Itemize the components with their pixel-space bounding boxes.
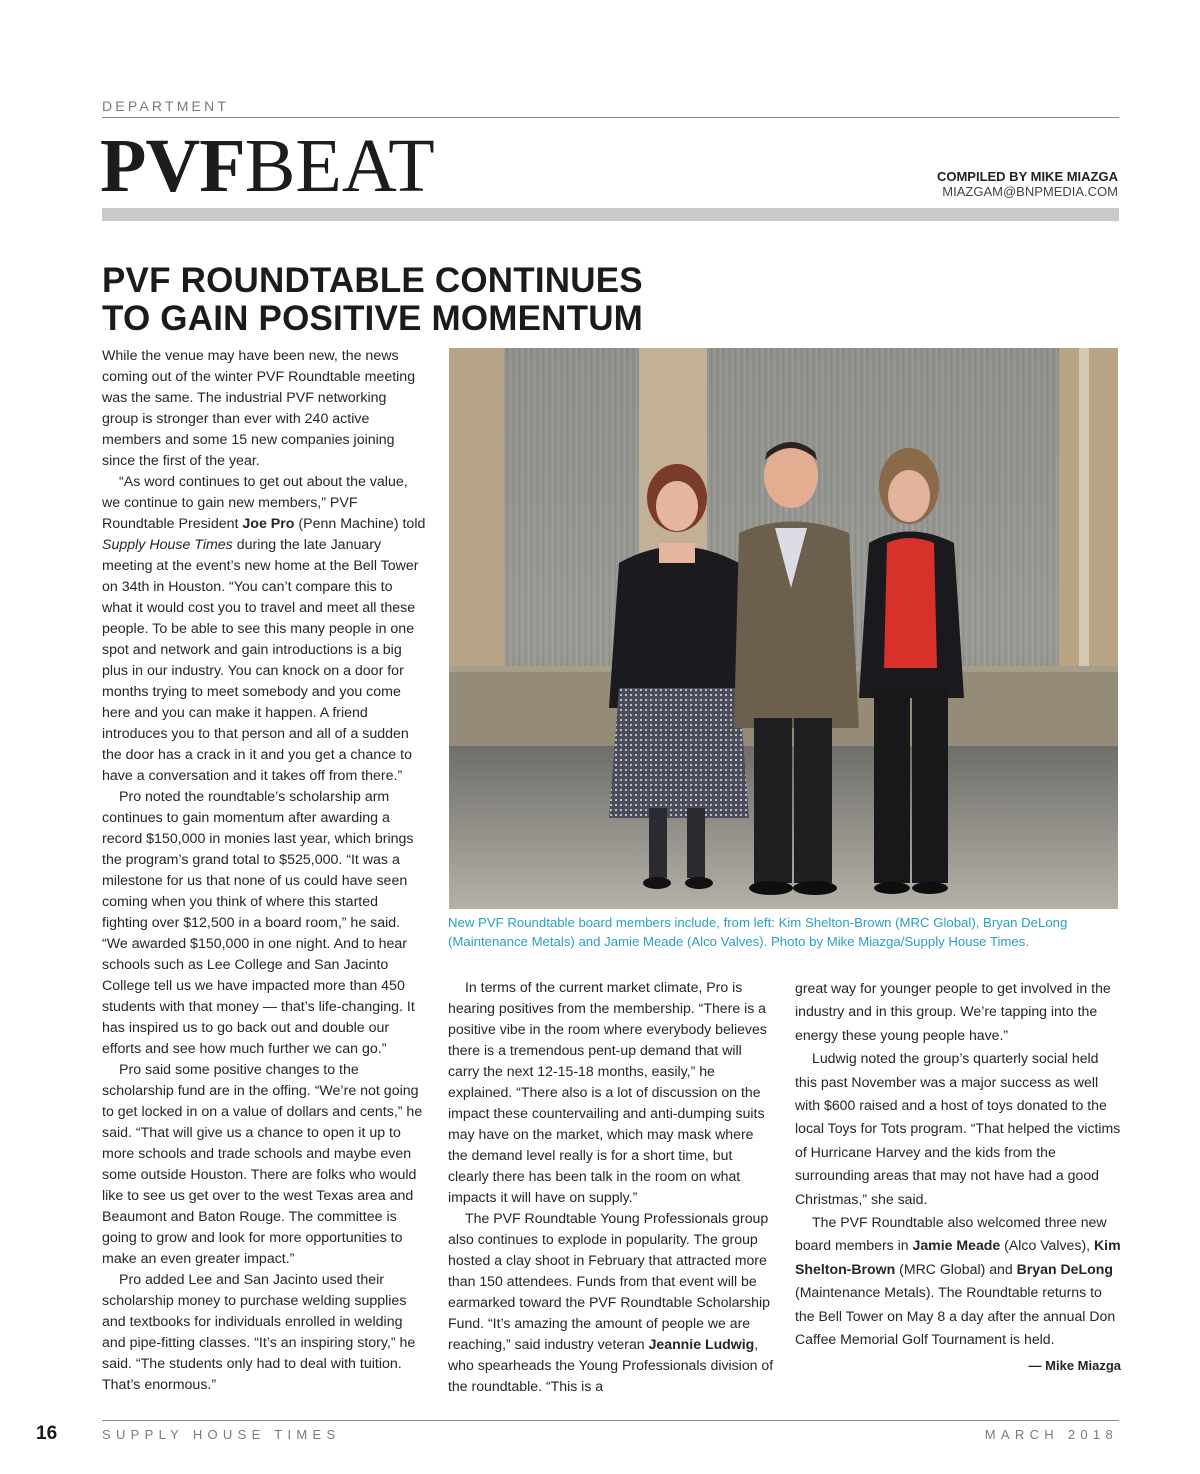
publication-name-footer: SUPPLY HOUSE TIMES [102,1427,341,1442]
text-run: (Alco Valves), [1000,1237,1094,1254]
headline-line-2: TO GAIN POSITIVE MOMENTUM [102,299,644,338]
text-run: (MRC Global) and [895,1260,1017,1277]
publication-name: Supply House Times [102,537,233,553]
paragraph: great way for younger people to get involved in the industry and in this group. We’re tapping into the energy these young people have.” [795,980,1111,1043]
headline-line-1: PVF ROUNDTABLE CONTINUES [102,261,643,300]
paragraph: In terms of the current market climate, Pro is hearing positives from the membership. “There is a positive vibe in the room where everybody believes there is a tremendous pent-up demand that will carry the next 12-15-18 months, easily,” he explained. “There also is a lot of discussion on the impact these countervailing and anti-dumping suits may have on the market, which may mask where the demand level really is for a short time, but clearly there has been talk in the room on what impacts it will have on supply.” [448,979,767,1205]
text-run: “As word continues to get out about the value, we continue to gain new members,” PVF Roundtable President [102,474,408,532]
person-name: Bryan DeLong [1016,1260,1113,1277]
text-run: , who spearheads the Young Professionals division of the roundtable. “This is a [448,1336,774,1394]
article-column-2 [448,977,774,1397]
paragraph [102,472,426,787]
paragraph: Ludwig noted the group’s quarterly social held this past November was a major success as well with $600 raised and a host of toys donated to the local Toys for Tots program. “That helped the victims of Hurricane Harvey and the kids from the surrounding areas that may not have had a good Christmas,” she said. [795,1050,1121,1207]
section-title-light: BEAT [244,124,435,208]
page-number: 16 [36,1423,58,1444]
department-label: DEPARTMENT [102,98,230,114]
compiled-by: COMPILED BY MIKE MIAZGA [936,169,1118,184]
header-rule [102,117,1119,118]
person-name: Jeannie Ludwig [648,1336,755,1352]
text-run: The PVF Roundtable Young Professionals group also continues to explode in popularity. The group hosted a clay shoot in February that attracted more than 150 attendees. Funds from that event will be earmarked toward the PVF Roundtable Scholarship Fund. “It’s amazing the amount of people we are reaching,” said industry veteran [448,1210,770,1352]
paragraph: Pro noted the roundtable’s scholarship arm continues to gain momentum after awarding a record $150,000 in monies last year, which brings the program’s grand total to $525,000. “It was a milestone for us that none of us could have seen coming when you think of where this started fighting over $12,500 in a board room,” he said. “We awarded $150,000 in one night. And to hear schools such as Lee College and San Jacinto College tell us we have impacted more than 450 students with that money — that’s life-changing. It has inspired us to go back out and double our efforts and see how much further we can go.” [102,789,415,1057]
footer-rule [102,1420,1119,1421]
article-photo [449,348,1118,909]
article-column-1 [102,346,426,1396]
author-email[interactable]: MIAZGAM@BNPMEDIA.COM [942,184,1118,199]
person-name: Joe Pro [242,516,295,532]
article-headline [102,262,742,338]
text-run: The PVF Roundtable also welcomed three new board members in [795,1214,1107,1254]
article-column-3 [795,977,1121,1377]
paragraph: Pro added Lee and San Jacinto used their scholarship money to purchase welding supplies and textbooks for individuals enrolled in welding and pipe-fitting classes. “It’s an inspiring story,” he said. “The students only had to deal with tuition. That’s enormous.” [102,1272,416,1393]
person-name: Kim Shelton-Brown [795,1237,1121,1277]
text-run: (Maintenance Metals). The Roundtable returns to the Bell Tower on May 8 a day after the annual Don Caffee Memorial Golf Tournament is held. [795,1284,1116,1348]
text-run: (Penn Machine) told [294,516,426,532]
article-signoff: — Mike Miazga [1028,1357,1121,1373]
paragraph [448,1208,774,1397]
paragraph: While the venue may have been new, the news coming out of the winter PVF Roundtable meeting was the same. The industrial PVF networking group is stronger than ever with 240 active members and some 15 new companies joining since the first of the year. [102,348,416,469]
paragraph: Pro said some positive changes to the scholarship fund are in the offing. “We’re not going to get locked in on a value of dollars and cents,” he said. “That will give us a chance to open it up to more schools and trade schools and maybe even some outside Houston. There are folks who would like to see us get over to the west Texas area and Beaumont and Baton Rouge. The committee is going to grow and look for more opportunities to make an even greater impact.” [102,1062,423,1267]
text-run: during the late January meeting at the event’s new home at the Bell Tower on 34th in Houston. “You can’t compare this to what it would cost you to travel and meet all these people. To be able to see this many people in one spot and network and gain introductions is a big plus in our industry. You can knock on a door for months trying to meet somebody and you come here and you can make it happen. A friend introduces you to that person and all of a sudden the door has a crack in it and you get a chance to have a conversation and it takes off from there.” [102,537,419,784]
header-divider-bar [102,208,1119,221]
issue-date: MARCH 2018 [984,1427,1118,1442]
section-title [100,124,435,208]
byline-block [937,169,1118,199]
person-name: Jamie Meade [912,1237,1001,1254]
section-title-bold: PVF [100,124,245,208]
photo-illustration [449,348,1118,909]
photo-caption: New PVF Roundtable board members include, from left: Kim Shelton-Brown (MRC Global), Bryan DeLong (Maintenance Metals) and Jamie Meade (Alco Valves). Photo by Mike Miazga/Supply House Times. [448,915,1068,949]
paragraph [795,1211,1121,1351]
